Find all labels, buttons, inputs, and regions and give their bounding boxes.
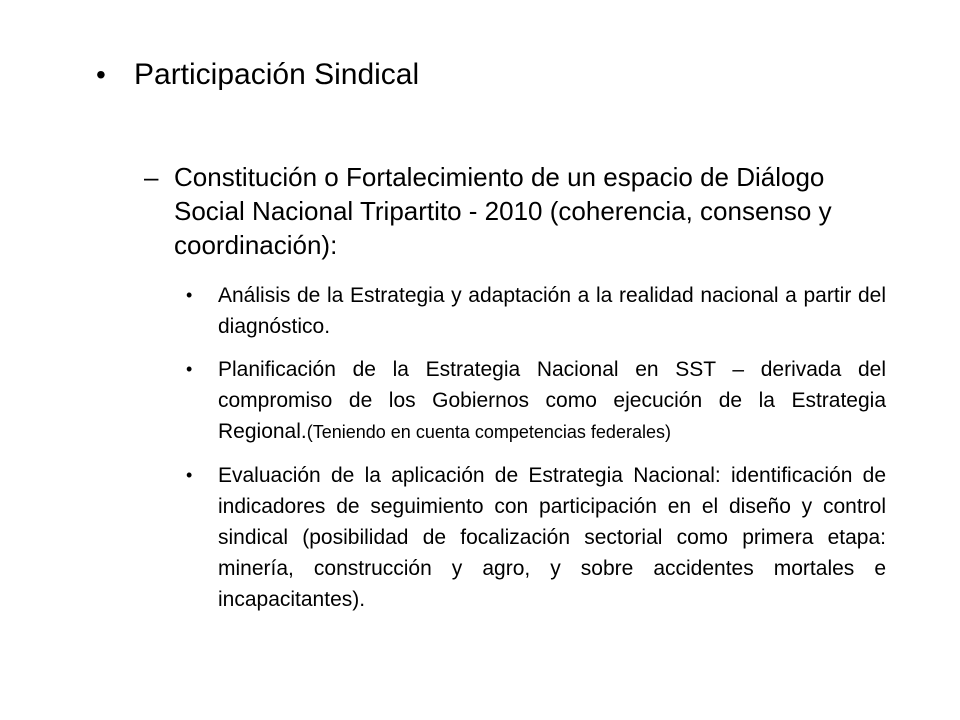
bullet-icon: • [186,465,193,485]
list-item-content [218,354,886,448]
bullet-icon: • [186,285,193,305]
list-item-text: Evaluación de la aplicación de Estrategia Nacional: identificación de indicadores de seguimiento con participación en el diseño y control sindical (posibilidad de focalización sectorial como primera etapa: minería, construcción y agro, y sobre accidentes mortales e incapacitantes). [218,464,886,611]
list-item [186,354,886,448]
heading-text: Participación Sindical [134,58,420,91]
list-item [186,280,886,342]
heading-item [96,56,896,94]
subheading-text: Constitución o Fortalecimiento de un espacio de Diálogo Social Nacional Tripartito - 2010 (coherencia, consenso y coordinación): [174,162,832,260]
bullet-icon: • [96,59,106,90]
list-item-text: Análisis de la Estrategia y adaptación a la realidad nacional a partir del diagnóstico. [218,284,886,338]
dash-bullet-icon: – [144,162,159,192]
list-item [186,460,886,615]
bullet-icon: • [186,359,193,379]
subheading-item [144,160,884,262]
bullet-list [186,280,886,627]
list-item-text: Planificación de la Estrategia Nacional en SST – derivada del compromiso de los Gobiernos como ejecución de la Estrategia Regional. [218,358,886,443]
list-item-note: (Teniendo en cuenta competencias federales) [306,422,671,442]
